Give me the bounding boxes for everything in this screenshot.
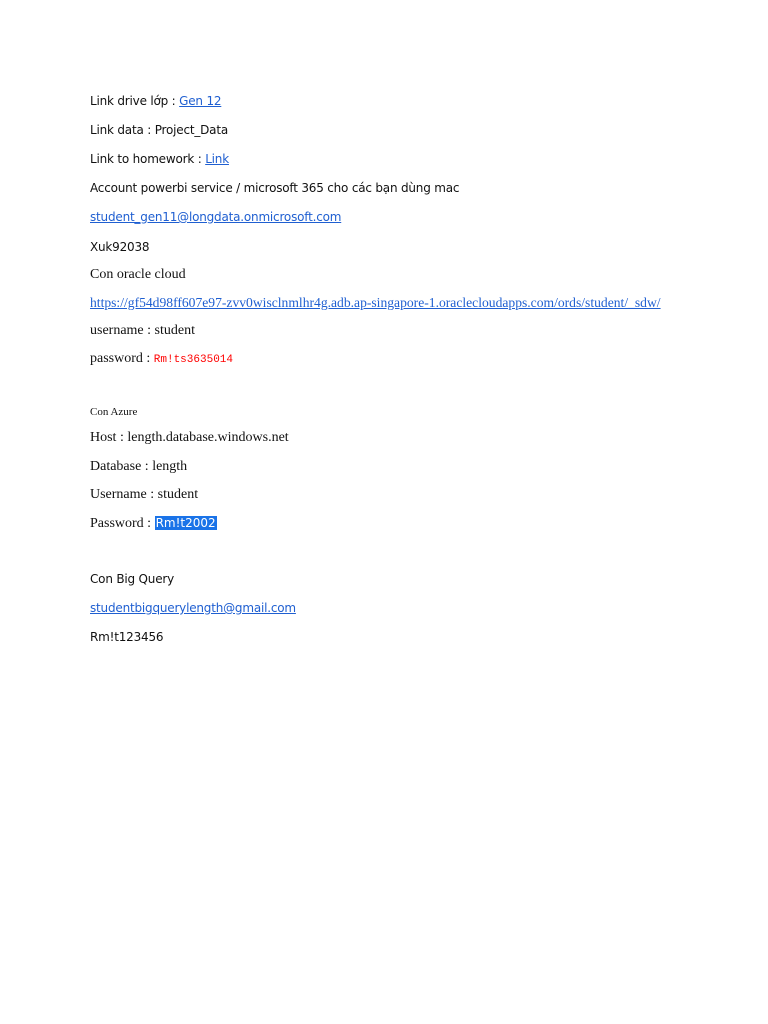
account-heading [90, 181, 459, 195]
homework-link-label: Link to homework : [90, 152, 206, 166]
drive-link-label: Link drive lớp : [90, 94, 180, 108]
drive-link-line [90, 94, 221, 108]
bigquery-email-link[interactable]: studentbigquerylength@gmail.com [90, 601, 296, 615]
oracle-url-link[interactable]: https://gf54d98ff607e97-zvv0wisclnmlhr4g.adb.ap-singapore-1.oraclecloudapps.com/ords/student/_sdw/ [90, 295, 661, 310]
account-email-line [90, 210, 341, 224]
data-link-line [90, 123, 228, 137]
azure-database-line [90, 459, 187, 475]
azure-username-line [90, 487, 198, 503]
bigquery-heading-text: Con Big Query [90, 572, 175, 586]
azure-username-text: Username : student [90, 487, 199, 502]
bigquery-email-line [90, 601, 296, 615]
data-link-label: Link data : Project_Data [90, 123, 228, 137]
azure-heading [90, 406, 137, 418]
drive-link[interactable]: Gen 12 [179, 94, 222, 108]
bigquery-password-text: Rm!t123456 [90, 630, 164, 644]
oracle-password-label: password : [90, 351, 154, 366]
oracle-username-line [90, 323, 195, 339]
azure-heading-text: Con Azure [90, 406, 138, 418]
bigquery-heading [90, 572, 174, 586]
homework-link[interactable]: Link [205, 152, 229, 166]
azure-database-text: Database : length [90, 459, 188, 474]
account-heading-text: Account powerbi service / microsoft 365 cho các bạn dùng mac [90, 181, 460, 195]
oracle-password-value: Rm!ts3635014 [153, 354, 233, 366]
account-password-line [90, 240, 149, 254]
oracle-password-line [90, 351, 233, 367]
oracle-heading-text: Con oracle cloud [90, 267, 186, 282]
azure-host-line [90, 430, 289, 446]
oracle-heading [90, 267, 186, 283]
homework-link-line [90, 152, 229, 166]
azure-host-text: Host : length.database.windows.net [90, 430, 289, 445]
account-password-text: Xuk92038 [90, 240, 150, 254]
account-email-link[interactable]: student_gen11@longdata.onmicrosoft.com [90, 210, 342, 224]
oracle-url-line [90, 295, 661, 311]
oracle-username-text: username : student [90, 323, 195, 338]
azure-password-label: Password : [90, 516, 155, 531]
azure-password-value[interactable]: Rm!t2002 [155, 516, 216, 530]
azure-password-line [90, 516, 217, 532]
bigquery-password-line [90, 630, 163, 644]
